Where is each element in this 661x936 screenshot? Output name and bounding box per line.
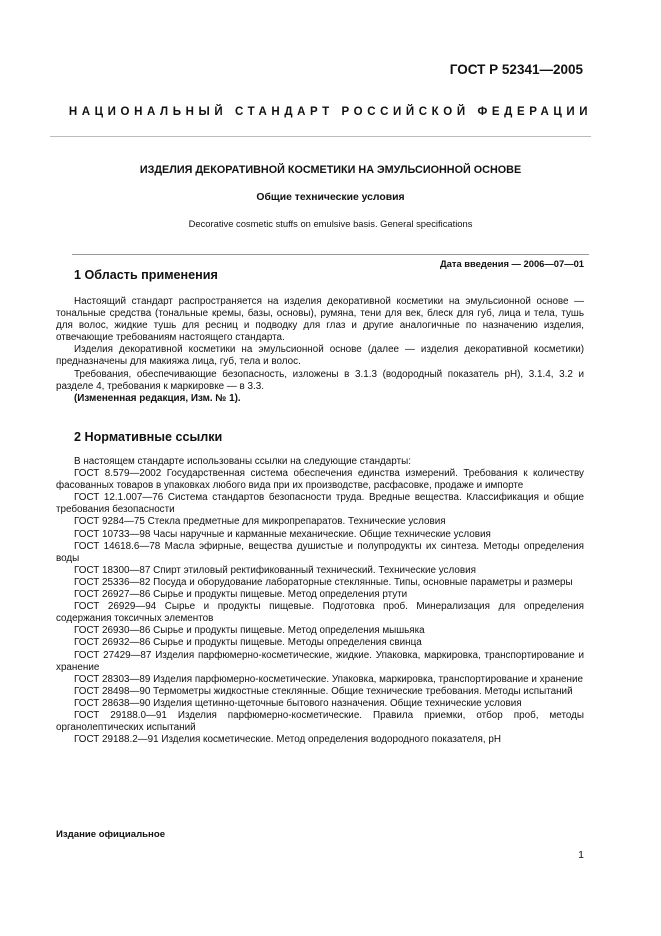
section-2-heading: 2 Нормативные ссылки	[74, 430, 223, 444]
reference-item: ГОСТ 26932—86 Сырье и продукты пищевые. Методы определения свинца	[74, 637, 422, 649]
section-1-body	[56, 296, 584, 405]
reference-item: ГОСТ 28638—90 Изделия щетинно-щеточные бытового назначения. Общие технические условия	[74, 697, 522, 709]
english-title: Decorative cosmetic stuffs on emulsive basis. General specifications	[188, 218, 473, 229]
reference-item: ГОСТ 26927—86 Сырье и продукты пищевые. Метод определения ртути	[74, 589, 408, 601]
section-2-body	[56, 456, 584, 746]
document-title: ИЗДЕЛИЯ ДЕКОРАТИВНОЙ КОСМЕТИКИ НА ЭМУЛЬСИОННОЙ ОСНОВЕ	[139, 164, 522, 176]
reference-item: ГОСТ 26929—94 Сырье и продукты пищевые. Подготовка проб. Минерализация для определения содержания токсичных элементов	[56, 601, 584, 625]
section-1-heading: 1 Область применения	[74, 268, 218, 282]
reference-item: ГОСТ 14618.6—78 Масла эфирные, вещества душистые и полупродукты их синтеза. Методы определения воды	[56, 540, 584, 564]
section-1-paragraph: Требования, обеспечивающие безопасность, изложены в 3.1.3 (водородный показатель pH), 3.1.4, 3.2 и разделе 4, требования к маркировке — в 3.3.	[56, 368, 584, 392]
document-subtitle: Общие технические условия	[256, 192, 405, 203]
reference-item: ГОСТ 26930—86 Сырье и продукты пищевые. Метод определения мышьяка	[74, 625, 425, 637]
reference-item: ГОСТ 12.1.007—76 Система стандартов безопасности труда. Вредные вещества. Классификация и общие требования безопасности	[56, 492, 584, 516]
national-standard-banner: НАЦИОНАЛЬНЫЙ СТАНДАРТ РОССИЙСКОЙ ФЕДЕРАЦИИ	[68, 106, 593, 118]
reference-item: ГОСТ 10733—98 Часы наручные и карманные механические. Общие технические условия	[74, 528, 491, 540]
reference-item: ГОСТ 27429—87 Изделия парфюмерно-косметические, жидкие. Упаковка, маркировка, транспортирование и хранение	[56, 649, 584, 673]
reference-item: ГОСТ 18300—87 Спирт этиловый ректификованный технический. Технические условия	[74, 564, 476, 576]
reference-item: ГОСТ 29188.0—91 Изделия парфюмерно-косметические. Правила приемки, отбор проб, методы органолептических испытаний	[56, 709, 584, 734]
section-1-paragraph: Настоящий стандарт распространяется на изделия декоративной косметики на эмульсионной основе — тональные средства (тональные кремы, базы, основы), румяна, тени для век, блеск для губ, лица и тела, тушь для волос, жидкие тушь для ресниц и подводку для глаз и другие аналогичные по назначению изделия, отвечающие требованиям настоящего стандарта.	[56, 296, 584, 344]
reference-item: ГОСТ 28498—90 Термометры жидкостные стеклянные. Общие технические требования. Методы испытаний	[74, 685, 573, 697]
section-1-paragraph: Изделия декоративной косметики на эмульсионной основе (далее — изделия декоративной косметики) предназначены для макияжа лица, губ, тела и волос.	[56, 344, 584, 368]
title-divider	[72, 254, 589, 255]
reference-item: ГОСТ 9284—75 Стекла предметные для микропрепаратов. Технические условия	[74, 516, 446, 528]
page-number: 1	[578, 849, 584, 861]
amendment-note: (Измененная редакция, Изм. № 1).	[74, 392, 241, 404]
reference-item: ГОСТ 29188.2—91 Изделия косметические. Метод определения водородного показателя, pH	[74, 734, 501, 746]
section-2-intro: В настоящем стандарте использованы ссылки на следующие стандарты:	[74, 456, 411, 467]
reference-item: ГОСТ 28303—89 Изделия парфюмерно-косметические. Упаковка, маркировка, транспортирование и хранение	[74, 673, 583, 685]
official-edition-label: Издание официальное	[56, 829, 166, 840]
standard-code: ГОСТ Р 52341—2005	[449, 62, 583, 77]
reference-item: ГОСТ 8.579—2002 Государственная система обеспечения единства измерений. Требования к количеству фасованных товаров в упаковках любого вида при их производстве, расфасовке, продаже и импорте	[56, 468, 584, 492]
header-divider	[50, 136, 591, 137]
reference-item: ГОСТ 25336—82 Посуда и оборудование лабораторные стеклянные. Типы, основные параметры и размеры	[74, 576, 573, 588]
introduction-date: Дата введения — 2006—07—01	[439, 258, 584, 269]
